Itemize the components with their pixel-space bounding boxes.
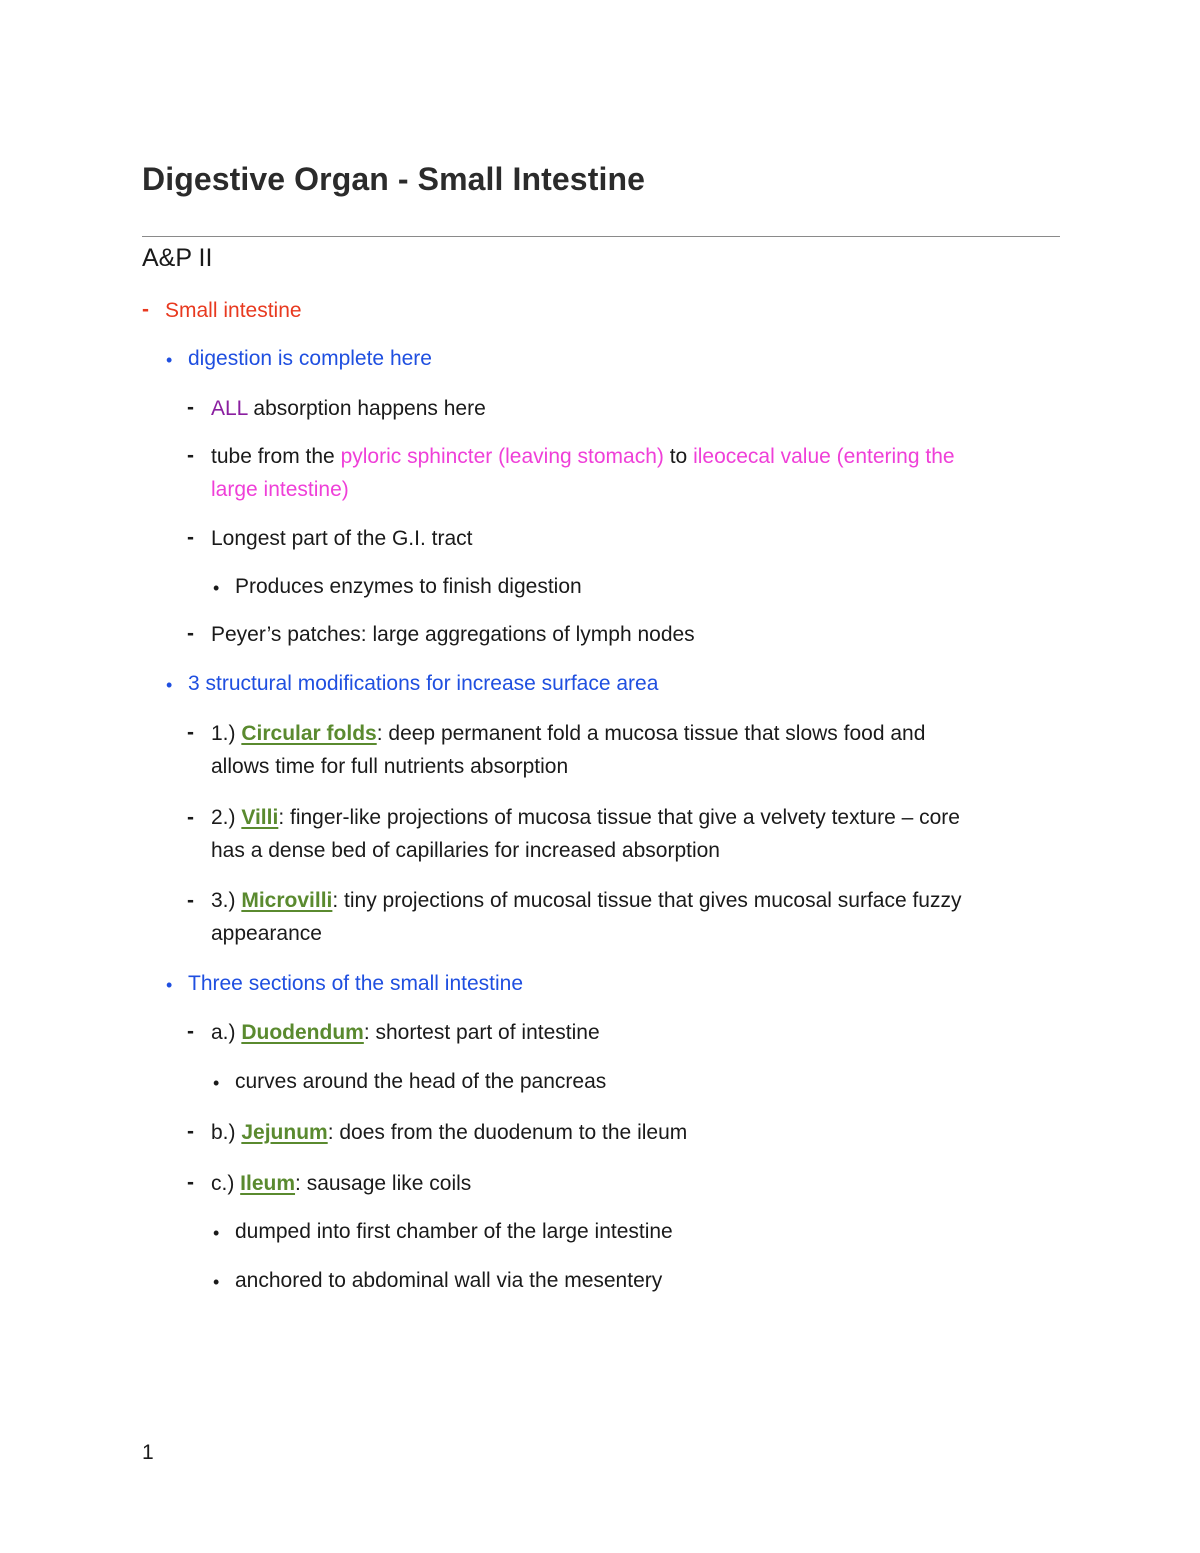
dash-marker: - (187, 1171, 194, 1194)
sub-item-text: absorption happens here (247, 397, 486, 420)
emphasis-all: ALL (211, 397, 248, 420)
sub-sub-item-pancreas: curves around the head of the pancreas (235, 1070, 607, 1093)
bullet-marker: • (166, 350, 173, 370)
page-number: 1 (142, 1441, 154, 1464)
item-number: 2.) (211, 806, 242, 829)
dash-marker: - (187, 889, 194, 912)
sub-item-villi-continued: has a dense bed of capillaries for increased absorption (211, 839, 720, 862)
dash-marker: - (187, 526, 194, 549)
term-circular-folds: Circular folds (241, 722, 377, 745)
bullet-marker: • (166, 675, 173, 695)
bullet-marker: • (213, 578, 220, 598)
sub-item-text: : does from the duodenum to the ileum (327, 1121, 688, 1144)
dash-marker: - (187, 721, 194, 744)
sub-item-ileum (211, 1168, 471, 1200)
sub-item-microvilli-continued: appearance (211, 922, 322, 945)
sub-item-tube (211, 441, 955, 473)
sub-item-longest-part: Longest part of the G.I. tract (211, 527, 473, 550)
sub-sub-item-enzymes: Produces enzymes to finish digestion (235, 575, 582, 598)
item-number: c.) (211, 1172, 241, 1195)
sub-sub-item-mesentery: anchored to abdominal wall via the mesentery (235, 1269, 663, 1292)
dash-marker: - (187, 396, 194, 419)
section-heading: Small intestine (165, 299, 302, 322)
sub-item-text: : shortest part of intestine (363, 1021, 600, 1044)
sub-sub-item-large-intestine: dumped into first chamber of the large intestine (235, 1220, 673, 1243)
document-title: Digestive Organ - Small Intestine (142, 161, 645, 197)
dash-marker: - (187, 806, 194, 829)
sub-item-text: : sausage like coils (295, 1172, 472, 1195)
sub-item-text: : tiny projections of mucosal tissue that gives mucosal surface fuzzy (332, 889, 962, 912)
term-jejunum: Jejunum (241, 1121, 328, 1144)
bullet-marker: • (213, 1272, 220, 1292)
sub-item-peyers-patches: Peyer’s patches: large aggregations of lymph nodes (211, 623, 695, 646)
term-ileum: Ileum (240, 1172, 296, 1195)
item-number: b.) (211, 1121, 242, 1144)
term-villi: Villi (241, 806, 279, 829)
sub-item-duodendum (211, 1017, 600, 1049)
sub-item-circular-folds (211, 718, 925, 750)
dash-marker: - (187, 622, 194, 645)
sub-item-absorption (211, 393, 486, 425)
sub-item-text: to (663, 445, 694, 468)
dash-marker: - (187, 1120, 194, 1143)
bullet-marker: • (213, 1223, 220, 1243)
term-microvilli: Microvilli (241, 889, 333, 912)
sub-item-microvilli (211, 885, 961, 917)
dash-marker: - (187, 1020, 194, 1043)
dash-marker: - (142, 298, 149, 321)
dash-marker: - (187, 444, 194, 467)
bullet-structural-modifications: 3 structural modifications for increase surface area (188, 672, 659, 695)
sub-item-text: tube from the (211, 445, 341, 468)
sub-item-text: : finger-like projections of mucosa tissue that give a velvety texture – core (278, 806, 960, 829)
bullet-digestion: digestion is complete here (188, 347, 432, 370)
bullet-marker: • (166, 975, 173, 995)
highlight-pyloric-sphincter: pyloric sphincter (leaving stomach) (340, 445, 664, 468)
sub-item-tube-continued: large intestine) (211, 478, 349, 501)
bullet-marker: • (213, 1073, 220, 1093)
sub-item-circular-folds-continued: allows time for full nutrients absorption (211, 755, 569, 778)
title-divider (142, 236, 1060, 237)
document-subtitle: A&P II (142, 244, 213, 272)
sub-item-villi (211, 802, 960, 834)
item-number: 3.) (211, 889, 242, 912)
sub-item-text: : deep permanent fold a mucosa tissue that slows food and (376, 722, 926, 745)
bullet-three-sections: Three sections of the small intestine (188, 972, 523, 995)
item-number: 1.) (211, 722, 242, 745)
term-duodendum: Duodendum (241, 1021, 364, 1044)
sub-item-jejunum (211, 1117, 687, 1149)
highlight-ileocecal-value: ileocecal value (entering the (693, 445, 955, 468)
item-number: a.) (211, 1021, 242, 1044)
